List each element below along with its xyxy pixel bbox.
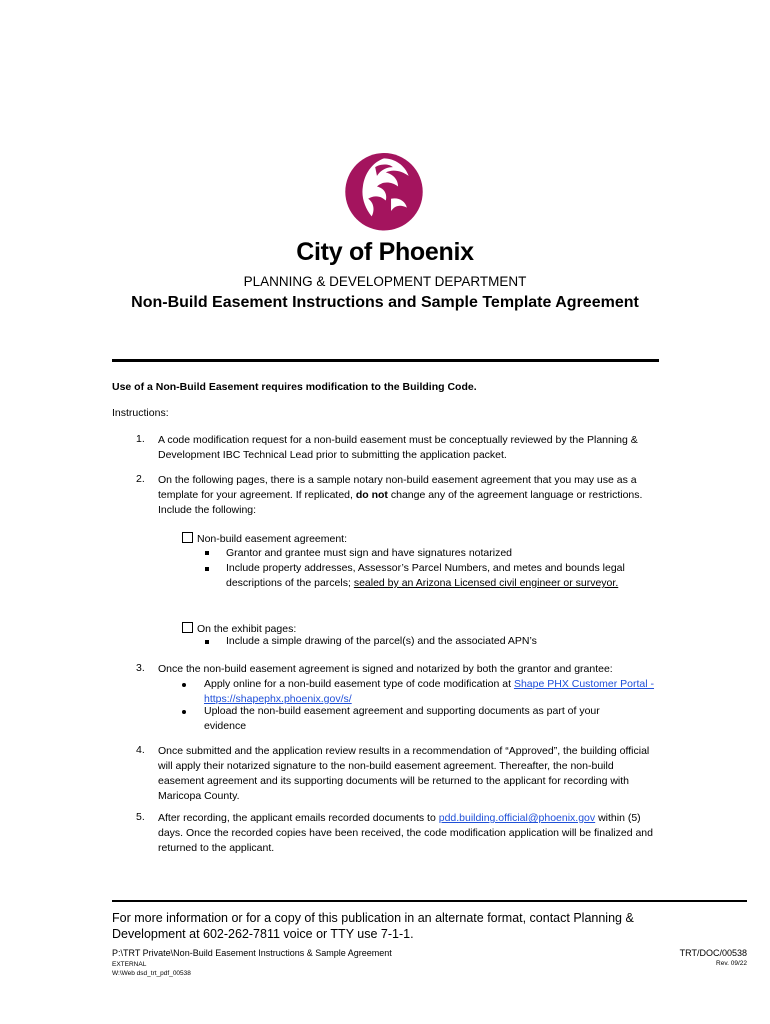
agreement-bullet-1: Grantor and grantee must sign and have signatures notarized bbox=[226, 547, 513, 559]
exhibit-bullet-1: Include a simple drawing of the parcel(s) and the associated APN’s bbox=[226, 635, 537, 647]
item-2-text-a: On the following pages, there is a sample notary non-build easement agreement that you may use as a template for your agreement. If replicated, bbox=[158, 474, 637, 501]
footer-meta bbox=[112, 960, 191, 978]
item-3-bullet-2: Upload the non-build easement agreement and supporting documents as part of your evidence bbox=[204, 705, 600, 732]
item-5-number: 5. bbox=[136, 811, 145, 823]
item-3-bullet-1-text: Apply online for a non-build easement type of code modification at bbox=[204, 678, 514, 690]
item-2-text-b: change any of the agreement language or restrictions. Include the following: bbox=[158, 489, 643, 516]
agreement-bullet-2 bbox=[226, 561, 636, 591]
item-1-body: A code modification request for a non-build easement must be conceptually reviewed by the Planning & Development IBC Technical Lead prior to submitting the application packet. bbox=[158, 434, 638, 461]
checkbox-agreement-label: Non-build easement agreement: bbox=[197, 533, 348, 545]
round-bullet-icon bbox=[182, 710, 186, 714]
item-3-bullet-1 bbox=[204, 677, 654, 707]
doc-code: TRT/DOC/00538 bbox=[679, 948, 747, 958]
item-3-number: 3. bbox=[136, 662, 145, 674]
phoenix-logo-icon bbox=[340, 146, 428, 234]
department-name: PLANNING & DEVELOPMENT DEPARTMENT bbox=[243, 274, 527, 289]
contact-info: For more information or for a copy of this publication in an alternate format, contact Planning & Development at 602-262-7811 voice or TTY use 7-1-1. bbox=[112, 911, 634, 941]
square-bullet-icon bbox=[205, 567, 209, 571]
agreement-bullet-2-text: Include property addresses, Assessor’s Parcel Numbers, and metes and bounds legal descriptions of the parcels; bbox=[226, 562, 625, 589]
item-4-body: Once submitted and the application review results in a recommendation of “Approved”, the building official will apply their notarized signature to the non-build easement agreement. Thereafter, the non-build easement agreement and its supporting documents will be returned to the applicant for recording with Maricopa County. bbox=[158, 745, 650, 802]
square-bullet-icon bbox=[205, 640, 209, 644]
item-4-text bbox=[158, 744, 658, 804]
item-2-text bbox=[158, 473, 658, 518]
requirement-note: Use of a Non-Build Easement requires modification to the Building Code. bbox=[112, 381, 477, 393]
item-2-number: 2. bbox=[136, 473, 145, 485]
item-1-text bbox=[158, 433, 658, 463]
footer-divider bbox=[112, 900, 747, 902]
shape-phx-portal-link[interactable]: Shape PHX Customer Portal - https://shapephx.phoenix.gov/s/ bbox=[204, 678, 655, 705]
checkbox-agreement[interactable] bbox=[182, 532, 347, 545]
item-4-number: 4. bbox=[136, 744, 145, 756]
instructions-label: Instructions: bbox=[112, 407, 169, 419]
revision: Rev. 09/22 bbox=[716, 960, 747, 967]
email-link[interactable]: pdd.building.official@phoenix.gov bbox=[438, 812, 596, 824]
page-title: Non-Build Easement Instructions and Sample Template Agreement bbox=[131, 294, 639, 311]
item-2-emphasis: do not bbox=[355, 489, 388, 501]
checkbox-square-icon[interactable] bbox=[182, 622, 193, 633]
org-name: City of Phoenix bbox=[296, 238, 474, 266]
divider bbox=[112, 359, 659, 362]
item-5-text-b: within (5) days. Once the recorded copies have been received, the code modification application will be finalized and returned to the applicant. bbox=[158, 812, 653, 854]
agreement-bullet-2-underlined: sealed by an Arizona Licensed civil engineer or surveyor. bbox=[353, 577, 619, 589]
item-3-body: Once the non-build easement agreement is signed and notarized by both the grantor and grantee: bbox=[158, 663, 613, 675]
round-bullet-icon bbox=[182, 683, 186, 687]
item-1-number: 1. bbox=[136, 433, 145, 445]
item-3-text bbox=[158, 662, 658, 677]
file-path: P:\TRT Private\Non-Build Easement Instructions & Sample Agreement bbox=[112, 948, 392, 958]
external-label: EXTERNAL bbox=[112, 961, 147, 968]
square-bullet-icon bbox=[205, 551, 209, 555]
web-path: W:\Web dsd_trt_pdf_00538 bbox=[112, 970, 191, 977]
item-5-text-a: After recording, the applicant emails recorded documents to bbox=[158, 812, 439, 824]
checkbox-exhibit-label: On the exhibit pages: bbox=[197, 623, 297, 635]
item-5-text bbox=[158, 811, 658, 856]
checkbox-square-icon[interactable] bbox=[182, 532, 193, 543]
